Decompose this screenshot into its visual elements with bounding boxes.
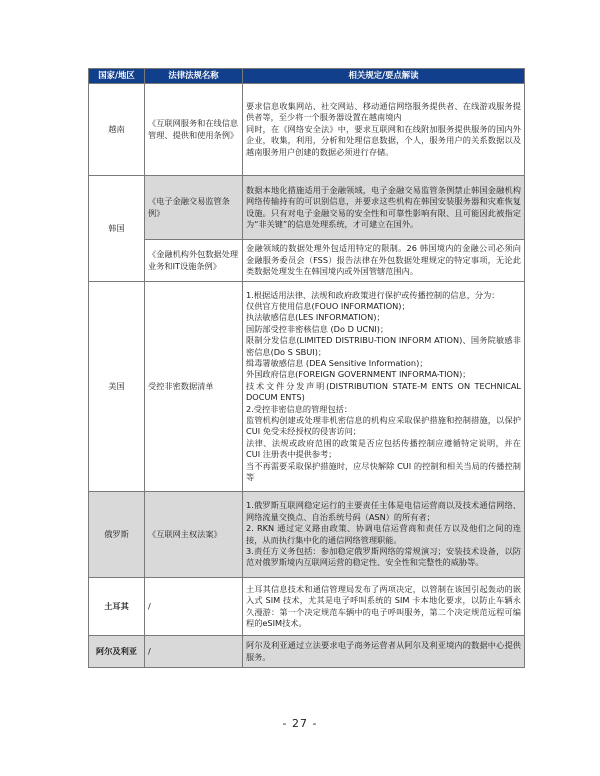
provision-line: 阿尔及利亚通过立法要求电子商务运营者从阿尔及利亚境内的数据中心提供服务。: [246, 640, 521, 662]
law-name-cell: 《互联网主权法案》: [145, 492, 243, 578]
table-row-korea-1: [89, 176, 525, 240]
law-name-cell: 《互联网服务和在线信息管理、提供和使用条例》: [145, 84, 243, 176]
header-law-name: 法律法规名称: [145, 69, 243, 84]
provision-line: 限制分发信息(LIMITED DISTRIBU-TION INFORM ATION)、国务院敏感非密信息(Do S SBUI)；: [246, 335, 521, 357]
provision-line: 同时，在《网络安全法》中，要求互联网和在线附加服务提供服务的国内外企业，收集，利用，分析和处理信息数据，个人，服务用户的关系数据以及越南服务用户创建的数据必须进行存储。: [246, 123, 521, 157]
law-name-cell: /: [145, 636, 243, 668]
law-name-cell: 《电子金融交易监管条例》: [145, 176, 243, 240]
table-row-vietnam: [89, 84, 525, 176]
table-header-row: [89, 69, 525, 84]
provisions-cell: [243, 282, 525, 492]
country-cell: 美国: [89, 282, 145, 492]
provision-line: 外国政府信息(FOREIGN GOVERNMENT INFORMA-TION)；: [246, 369, 471, 380]
law-name-cell: 受控非密数据清单: [145, 282, 243, 492]
provision-line: 要求信息收集网站、社交网站、移动通信网络服务提供者、在线游戏服务提供者等，至少将一个服务器设置在越南境内: [246, 100, 521, 123]
table-row-turkey: [89, 578, 525, 636]
table-row-algeria: [89, 636, 525, 668]
provision-line: 国防部受控非密核信息 (Do D UCNI)；: [246, 323, 389, 334]
provisions-cell: [243, 176, 525, 240]
table-row-korea-2: [89, 240, 525, 282]
regulations-table: [88, 68, 525, 668]
provision-line: 2.受控非密信息的管理包括：: [246, 403, 353, 414]
header-country: 国家/地区: [89, 69, 145, 84]
provisions-cell: [243, 84, 525, 176]
country-cell: 土耳其: [89, 578, 145, 636]
provision-line: 1.俄罗斯互联网稳定运行的主要责任主体是电信运营商以及技术通信网络、网络流量交换点、自治系统号码（ASN）的所有者；: [246, 500, 521, 522]
country-cell: 越南: [89, 84, 145, 176]
page-number: - 27 -: [282, 717, 318, 730]
law-name-cell: /: [145, 578, 243, 636]
provision-line: 当不再需要采取保护措施时，应尽快解除 CUI 的控制和相关当局的传播控制等: [246, 460, 521, 483]
table-row-usa: [89, 282, 525, 492]
country-cell: 俄罗斯: [89, 492, 145, 578]
provision-line: 执法敏感信息(LES INFORMATION)；: [246, 312, 385, 323]
law-name-cell: 《金融机构外包数据处理业务和IT设施条例》: [145, 240, 243, 282]
provision-line: 数据本地化措施适用于金融领域，电子金融交易监管条例禁止韩国金融机构网络传输持有的可识别信息，并要求这些机构在韩国安装服务器和灾难恢复设施。只有对电子金融交易的安全性和可靠性影响有限、且可能因此被指定为“非关键”的信息处理系统，才可建立在国外。: [246, 184, 521, 229]
provision-line: 2. RKN 通过定义路由政策、协调电信运营商和责任方以及他们之间的连接，从而执行集中化的通信网络管理职能。: [246, 523, 521, 545]
provision-line: 仅供官方使用信息(FOUO INFORMATION)；: [246, 300, 410, 311]
provision-line: 3.责任方义务包括：参加稳定俄罗斯网络的常规演习；安装技术设备，以防范对俄罗斯境内互联网运营的稳定性、安全性和完整性的威胁等。: [246, 545, 521, 568]
country-cell: 阿尔及利亚: [89, 636, 145, 668]
provisions-cell: [243, 636, 525, 668]
provision-line: 缉毒署敏感信息 (DEA Sensitive Information)；: [246, 357, 428, 368]
provision-line: 1.根据适用法律、法规和政府政策进行保护或传播控制的信息，分为：: [246, 289, 500, 300]
provision-line: 技术文件分发声明(DISTRIBUTION STATE-M ENTS ON TECHNICAL DOCUM ENTS): [246, 380, 521, 403]
provision-line: 监管机构创建或处理非机密信息的机构应采取保护措施和控制措施，以保护 CUI 免受未经授权的侵害访问；: [246, 415, 521, 437]
provisions-cell: [243, 578, 525, 636]
provisions-cell: [243, 492, 525, 578]
table-row-russia: [89, 492, 525, 578]
provision-line: 法律、法规或政府范围的政策是否应包括传播控制应遵循特定说明，并在 CUI 注册表中提供参考；: [246, 437, 521, 460]
header-provisions: 相关规定/要点解读: [243, 69, 525, 84]
provision-line: 金融领域的数据处理外包适用特定的限制。26 韩国境内的金融公司必须向金融服务委员会（FSS）报告法律在外包数据处理规定的特定事项，无论此类数据处理发生在韩国境内或外国管辖范围内。: [246, 243, 521, 277]
provisions-cell: [243, 240, 525, 282]
country-cell: 韩国: [89, 176, 145, 282]
provision-line: 土耳其信息技术和通信管理局发布了两项决定，以管制在该国引起轰动的嵌入式 SIM 技术，尤其是电子呼叫系统的 SIM 卡本地化要求，以防止车辆永久漫游：第一个决定规范车辆中的电子呼叫服务，第二个决定规范远程可编程的eSIM技术。: [246, 583, 521, 628]
